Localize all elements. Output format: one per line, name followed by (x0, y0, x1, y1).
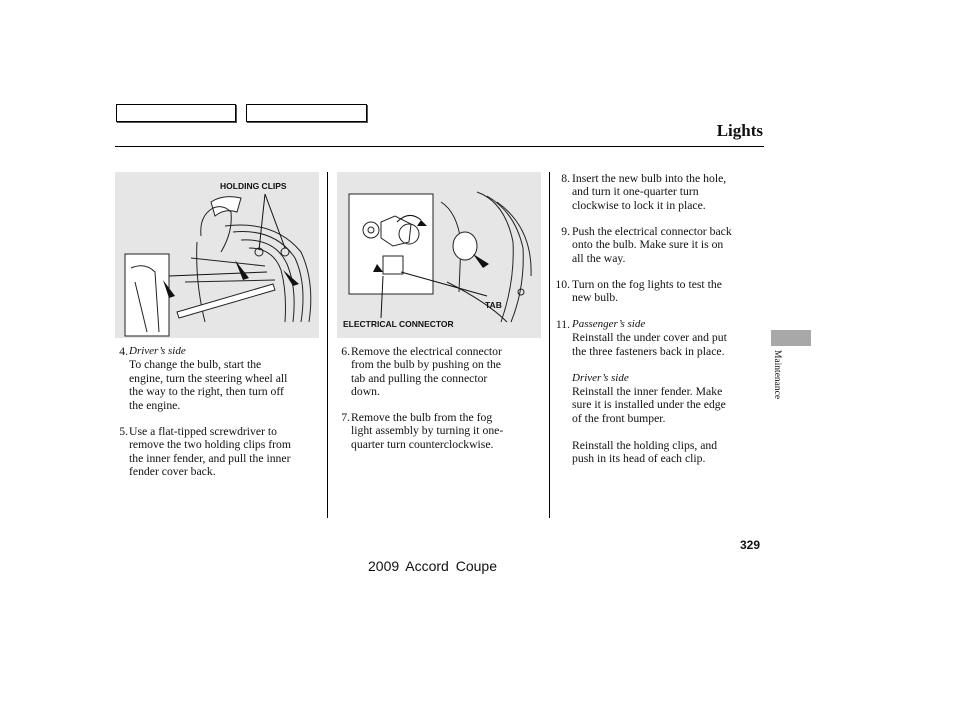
figure-label-electrical-connector: ELECTRICAL CONNECTOR (343, 319, 454, 329)
step-11-p1-line-1: Reinstall the under cover and put (572, 331, 727, 345)
header-rule (115, 146, 764, 147)
step-9-line-2: onto the bulb. Make sure it is on (572, 238, 724, 252)
step-11-p2-line-2: sure it is installed under the edge (572, 398, 726, 412)
step-7-line-2: light assembly by turning it one- (351, 424, 504, 438)
step-8-line-3: clockwise to lock it in place. (572, 198, 706, 212)
step-6-line-4: down. (351, 385, 380, 399)
fog-light-illustration (337, 172, 541, 338)
step-10-line-2: new bulb. (572, 291, 619, 305)
step-8-line-1: Insert the new bulb into the hole, (572, 172, 727, 185)
step-11-subheading-passenger: Passenger’s side (572, 318, 646, 330)
step-10-line-1: Turn on the fog lights to test the (572, 278, 722, 291)
page-number: 329 (740, 538, 761, 552)
step-4-subheading: Driver’s side (129, 345, 186, 357)
step-11-p1-line-2: the three fasteners back in place. (572, 344, 725, 358)
step-6-line-1: Remove the electrical connector (351, 345, 502, 358)
step-6-line-3: tab and pulling the connector (351, 371, 488, 385)
step-7-line-3: quarter turn counterclockwise. (351, 437, 494, 451)
step-5-line-2: remove the two holding clips from (129, 438, 291, 452)
column-divider-2 (549, 172, 550, 518)
step-8-line-2: and turn it one-quarter turn (572, 185, 699, 199)
figure-label-holding-clips: HOLDING CLIPS (220, 181, 287, 191)
step-11-p2-line-3: of the front bumper. (572, 411, 666, 425)
step-7-line-1: Remove the bulb from the fog (351, 411, 493, 424)
step-11-p3-line-2: push in its head of each clip. (572, 452, 706, 466)
section-tab-marker[interactable] (771, 330, 811, 346)
step-5-line-3: the inner fender, and pull the inner (129, 451, 291, 465)
step-6-line-2: from the bulb by pushing on the (351, 358, 501, 372)
step-4-line-4: the engine. (129, 398, 181, 412)
step-5-line-1: Use a flat-tipped screwdriver to (129, 425, 277, 438)
figure-label-tab: TAB (485, 300, 502, 310)
figure-electrical-connector (337, 172, 541, 338)
step-4-line-3: the way to the right, then turn off (129, 385, 284, 399)
nav-button-next[interactable] (246, 104, 367, 122)
step-5-line-4: fender cover back. (129, 465, 216, 479)
step-11-p2-line-1: Reinstall the inner fender. Make (572, 385, 723, 399)
section-tab-label: Maintenance (772, 350, 782, 400)
step-4-line-2: engine, turn the steering wheel all (129, 371, 288, 385)
figure-holding-clips (115, 172, 319, 338)
nav-button-previous[interactable] (116, 104, 236, 122)
step-9-line-3: all the way. (572, 251, 626, 265)
step-11-p3-line-1: Reinstall the holding clips, and (572, 438, 718, 452)
step-4-line-1: To change the bulb, start the (129, 358, 262, 372)
page-title: Lights (716, 121, 763, 140)
inner-fender-illustration (115, 172, 319, 338)
step-11-subheading-driver: Driver’s side (572, 371, 629, 384)
step-9-line-1: Push the electrical connector back (572, 225, 732, 238)
footer-model: 2009 Accord Coupe (368, 558, 497, 574)
